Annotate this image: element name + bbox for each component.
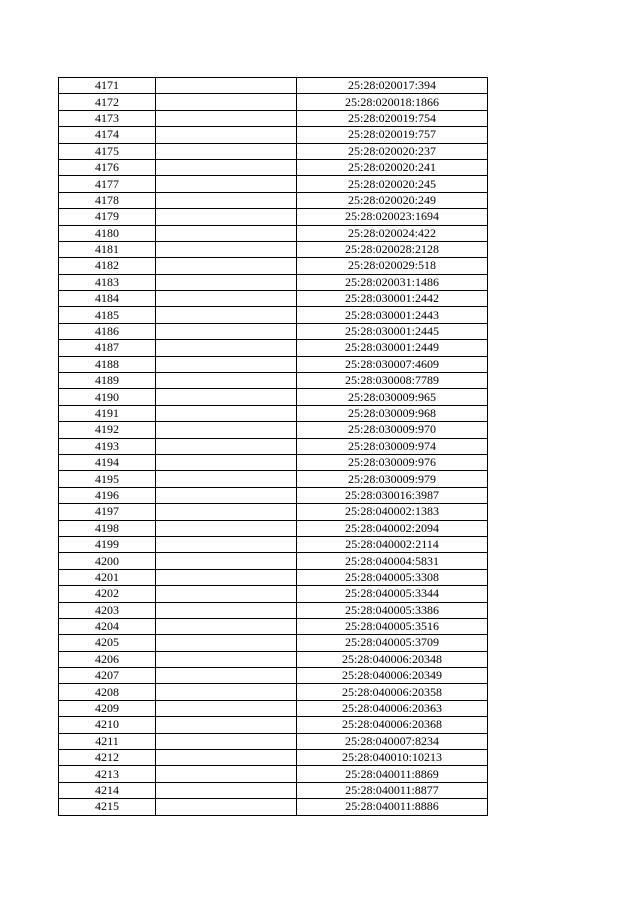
- empty-cell: [156, 684, 297, 700]
- empty-cell: [156, 733, 297, 749]
- row-number-cell: 4190: [59, 389, 156, 405]
- cadastral-number-cell: 25:28:040006:20349: [297, 668, 488, 684]
- row-number-cell: 4192: [59, 422, 156, 438]
- cadastral-number-cell: 25:28:040011:8886: [297, 799, 488, 815]
- cadastral-number-cell: 25:28:040005:3308: [297, 569, 488, 585]
- table-row: [59, 307, 488, 323]
- empty-cell: [156, 635, 297, 651]
- row-number-cell: 4171: [59, 78, 156, 94]
- empty-cell: [156, 143, 297, 159]
- table-row: [59, 454, 488, 470]
- empty-cell: [156, 209, 297, 225]
- table-row: [59, 127, 488, 143]
- cadastral-number-cell: 25:28:040007:8234: [297, 733, 488, 749]
- empty-cell: [156, 225, 297, 241]
- row-number-cell: 4180: [59, 225, 156, 241]
- table-row: [59, 422, 488, 438]
- row-number-cell: 4215: [59, 799, 156, 815]
- row-number-cell: 4193: [59, 438, 156, 454]
- table-row: [59, 405, 488, 421]
- table-row: [59, 520, 488, 536]
- row-number-cell: 4203: [59, 602, 156, 618]
- table-row: [59, 291, 488, 307]
- empty-cell: [156, 668, 297, 684]
- table-row: [59, 438, 488, 454]
- row-number-cell: 4211: [59, 733, 156, 749]
- cadastral-number-cell: 25:28:040005:3709: [297, 635, 488, 651]
- empty-cell: [156, 307, 297, 323]
- empty-cell: [156, 176, 297, 192]
- table-body: [59, 78, 488, 816]
- table-row: [59, 340, 488, 356]
- row-number-cell: 4209: [59, 700, 156, 716]
- cadastral-number-cell: 25:28:040006:20348: [297, 651, 488, 667]
- cadastral-number-cell: 25:28:040010:10213: [297, 750, 488, 766]
- table-row: [59, 225, 488, 241]
- row-number-cell: 4178: [59, 192, 156, 208]
- empty-cell: [156, 78, 297, 94]
- cadastral-number-cell: 25:28:030008:7789: [297, 373, 488, 389]
- table-row: [59, 258, 488, 274]
- row-number-cell: 4213: [59, 766, 156, 782]
- empty-cell: [156, 487, 297, 503]
- table-row: [59, 569, 488, 585]
- cadastral-number-cell: 25:28:030001:2445: [297, 323, 488, 339]
- cadastral-number-cell: 25:28:030001:2443: [297, 307, 488, 323]
- table-row: [59, 192, 488, 208]
- cadastral-number-cell: 25:28:040005:3516: [297, 618, 488, 634]
- empty-cell: [156, 454, 297, 470]
- table-row: [59, 668, 488, 684]
- row-number-cell: 4173: [59, 110, 156, 126]
- table-row: [59, 471, 488, 487]
- empty-cell: [156, 291, 297, 307]
- cadastral-number-table: [58, 77, 488, 816]
- cadastral-number-cell: 25:28:020029:518: [297, 258, 488, 274]
- table-row: [59, 78, 488, 94]
- empty-cell: [156, 94, 297, 110]
- row-number-cell: 4174: [59, 127, 156, 143]
- row-number-cell: 4176: [59, 159, 156, 175]
- row-number-cell: 4181: [59, 241, 156, 257]
- table-row: [59, 356, 488, 372]
- empty-cell: [156, 389, 297, 405]
- empty-cell: [156, 405, 297, 421]
- cadastral-number-cell: 25:28:020024:422: [297, 225, 488, 241]
- row-number-cell: 4201: [59, 569, 156, 585]
- empty-cell: [156, 618, 297, 634]
- table-row: [59, 110, 488, 126]
- table-row: [59, 389, 488, 405]
- table-row: [59, 618, 488, 634]
- cadastral-number-cell: 25:28:040006:20363: [297, 700, 488, 716]
- row-number-cell: 4196: [59, 487, 156, 503]
- row-number-cell: 4204: [59, 618, 156, 634]
- empty-cell: [156, 471, 297, 487]
- cadastral-number-cell: 25:28:020020:241: [297, 159, 488, 175]
- row-number-cell: 4186: [59, 323, 156, 339]
- cadastral-number-cell: 25:28:030009:979: [297, 471, 488, 487]
- cadastral-number-cell: 25:28:030007:4609: [297, 356, 488, 372]
- cadastral-number-cell: 25:28:030009:965: [297, 389, 488, 405]
- table-row: [59, 143, 488, 159]
- row-number-cell: 4191: [59, 405, 156, 421]
- row-number-cell: 4188: [59, 356, 156, 372]
- cadastral-number-cell: 25:28:040011:8877: [297, 782, 488, 798]
- table-row: [59, 651, 488, 667]
- empty-cell: [156, 504, 297, 520]
- row-number-cell: 4199: [59, 536, 156, 552]
- empty-cell: [156, 782, 297, 798]
- cadastral-number-cell: 25:28:020020:249: [297, 192, 488, 208]
- cadastral-number-cell: 25:28:020020:245: [297, 176, 488, 192]
- row-number-cell: 4184: [59, 291, 156, 307]
- empty-cell: [156, 159, 297, 175]
- table-row: [59, 241, 488, 257]
- empty-cell: [156, 422, 297, 438]
- cadastral-number-cell: 25:28:040005:3344: [297, 586, 488, 602]
- cadastral-number-cell: 25:28:020019:757: [297, 127, 488, 143]
- empty-cell: [156, 766, 297, 782]
- cadastral-number-cell: 25:28:020017:394: [297, 78, 488, 94]
- row-number-cell: 4214: [59, 782, 156, 798]
- empty-cell: [156, 651, 297, 667]
- row-number-cell: 4179: [59, 209, 156, 225]
- row-number-cell: 4182: [59, 258, 156, 274]
- row-number-cell: 4185: [59, 307, 156, 323]
- table-row: [59, 684, 488, 700]
- table-row: [59, 766, 488, 782]
- cadastral-number-cell: 25:28:040005:3386: [297, 602, 488, 618]
- row-number-cell: 4183: [59, 274, 156, 290]
- row-number-cell: 4189: [59, 373, 156, 389]
- cadastral-number-cell: 25:28:030001:2449: [297, 340, 488, 356]
- empty-cell: [156, 323, 297, 339]
- empty-cell: [156, 192, 297, 208]
- row-number-cell: 4207: [59, 668, 156, 684]
- cadastral-number-cell: 25:28:020023:1694: [297, 209, 488, 225]
- table-row: [59, 373, 488, 389]
- row-number-cell: 4187: [59, 340, 156, 356]
- cadastral-number-cell: 25:28:030016:3987: [297, 487, 488, 503]
- table-row: [59, 586, 488, 602]
- row-number-cell: 4177: [59, 176, 156, 192]
- cadastral-number-cell: 25:28:030009:968: [297, 405, 488, 421]
- empty-cell: [156, 438, 297, 454]
- empty-cell: [156, 258, 297, 274]
- table-row: [59, 553, 488, 569]
- cadastral-number-cell: 25:28:030001:2442: [297, 291, 488, 307]
- table-row: [59, 700, 488, 716]
- row-number-cell: 4200: [59, 553, 156, 569]
- cadastral-number-cell: 25:28:020028:2128: [297, 241, 488, 257]
- empty-cell: [156, 700, 297, 716]
- cadastral-number-cell: 25:28:030009:974: [297, 438, 488, 454]
- empty-cell: [156, 274, 297, 290]
- cadastral-number-cell: 25:28:020031:1486: [297, 274, 488, 290]
- table-row: [59, 602, 488, 618]
- empty-cell: [156, 750, 297, 766]
- row-number-cell: 4175: [59, 143, 156, 159]
- row-number-cell: 4195: [59, 471, 156, 487]
- cadastral-number-cell: 25:28:020019:754: [297, 110, 488, 126]
- cadastral-number-cell: 25:28:030009:976: [297, 454, 488, 470]
- cadastral-number-cell: 25:28:020018:1866: [297, 94, 488, 110]
- row-number-cell: 4198: [59, 520, 156, 536]
- table-row: [59, 536, 488, 552]
- table-row: [59, 782, 488, 798]
- empty-cell: [156, 520, 297, 536]
- row-number-cell: 4208: [59, 684, 156, 700]
- table-row: [59, 176, 488, 192]
- cadastral-number-cell: 25:28:040002:1383: [297, 504, 488, 520]
- table-row: [59, 274, 488, 290]
- cadastral-number-cell: 25:28:040002:2094: [297, 520, 488, 536]
- cadastral-number-cell: 25:28:040006:20358: [297, 684, 488, 700]
- row-number-cell: 4210: [59, 717, 156, 733]
- row-number-cell: 4202: [59, 586, 156, 602]
- cadastral-number-cell: 25:28:040004:5831: [297, 553, 488, 569]
- table-row: [59, 635, 488, 651]
- cadastral-number-cell: 25:28:040011:8869: [297, 766, 488, 782]
- empty-cell: [156, 553, 297, 569]
- empty-cell: [156, 356, 297, 372]
- row-number-cell: 4212: [59, 750, 156, 766]
- table-row: [59, 733, 488, 749]
- table-row: [59, 504, 488, 520]
- table-row: [59, 799, 488, 815]
- empty-cell: [156, 586, 297, 602]
- empty-cell: [156, 799, 297, 815]
- empty-cell: [156, 602, 297, 618]
- table-row: [59, 94, 488, 110]
- empty-cell: [156, 569, 297, 585]
- empty-cell: [156, 241, 297, 257]
- row-number-cell: 4172: [59, 94, 156, 110]
- row-number-cell: 4197: [59, 504, 156, 520]
- cadastral-number-cell: 25:28:040006:20368: [297, 717, 488, 733]
- row-number-cell: 4194: [59, 454, 156, 470]
- empty-cell: [156, 717, 297, 733]
- table-row: [59, 750, 488, 766]
- cadastral-number-cell: 25:28:020020:237: [297, 143, 488, 159]
- empty-cell: [156, 536, 297, 552]
- empty-cell: [156, 373, 297, 389]
- cadastral-number-cell: 25:28:030009:970: [297, 422, 488, 438]
- table-row: [59, 159, 488, 175]
- empty-cell: [156, 340, 297, 356]
- table-row: [59, 209, 488, 225]
- empty-cell: [156, 127, 297, 143]
- cadastral-number-cell: 25:28:040002:2114: [297, 536, 488, 552]
- table-row: [59, 717, 488, 733]
- row-number-cell: 4205: [59, 635, 156, 651]
- row-number-cell: 4206: [59, 651, 156, 667]
- empty-cell: [156, 110, 297, 126]
- table-row: [59, 323, 488, 339]
- table-row: [59, 487, 488, 503]
